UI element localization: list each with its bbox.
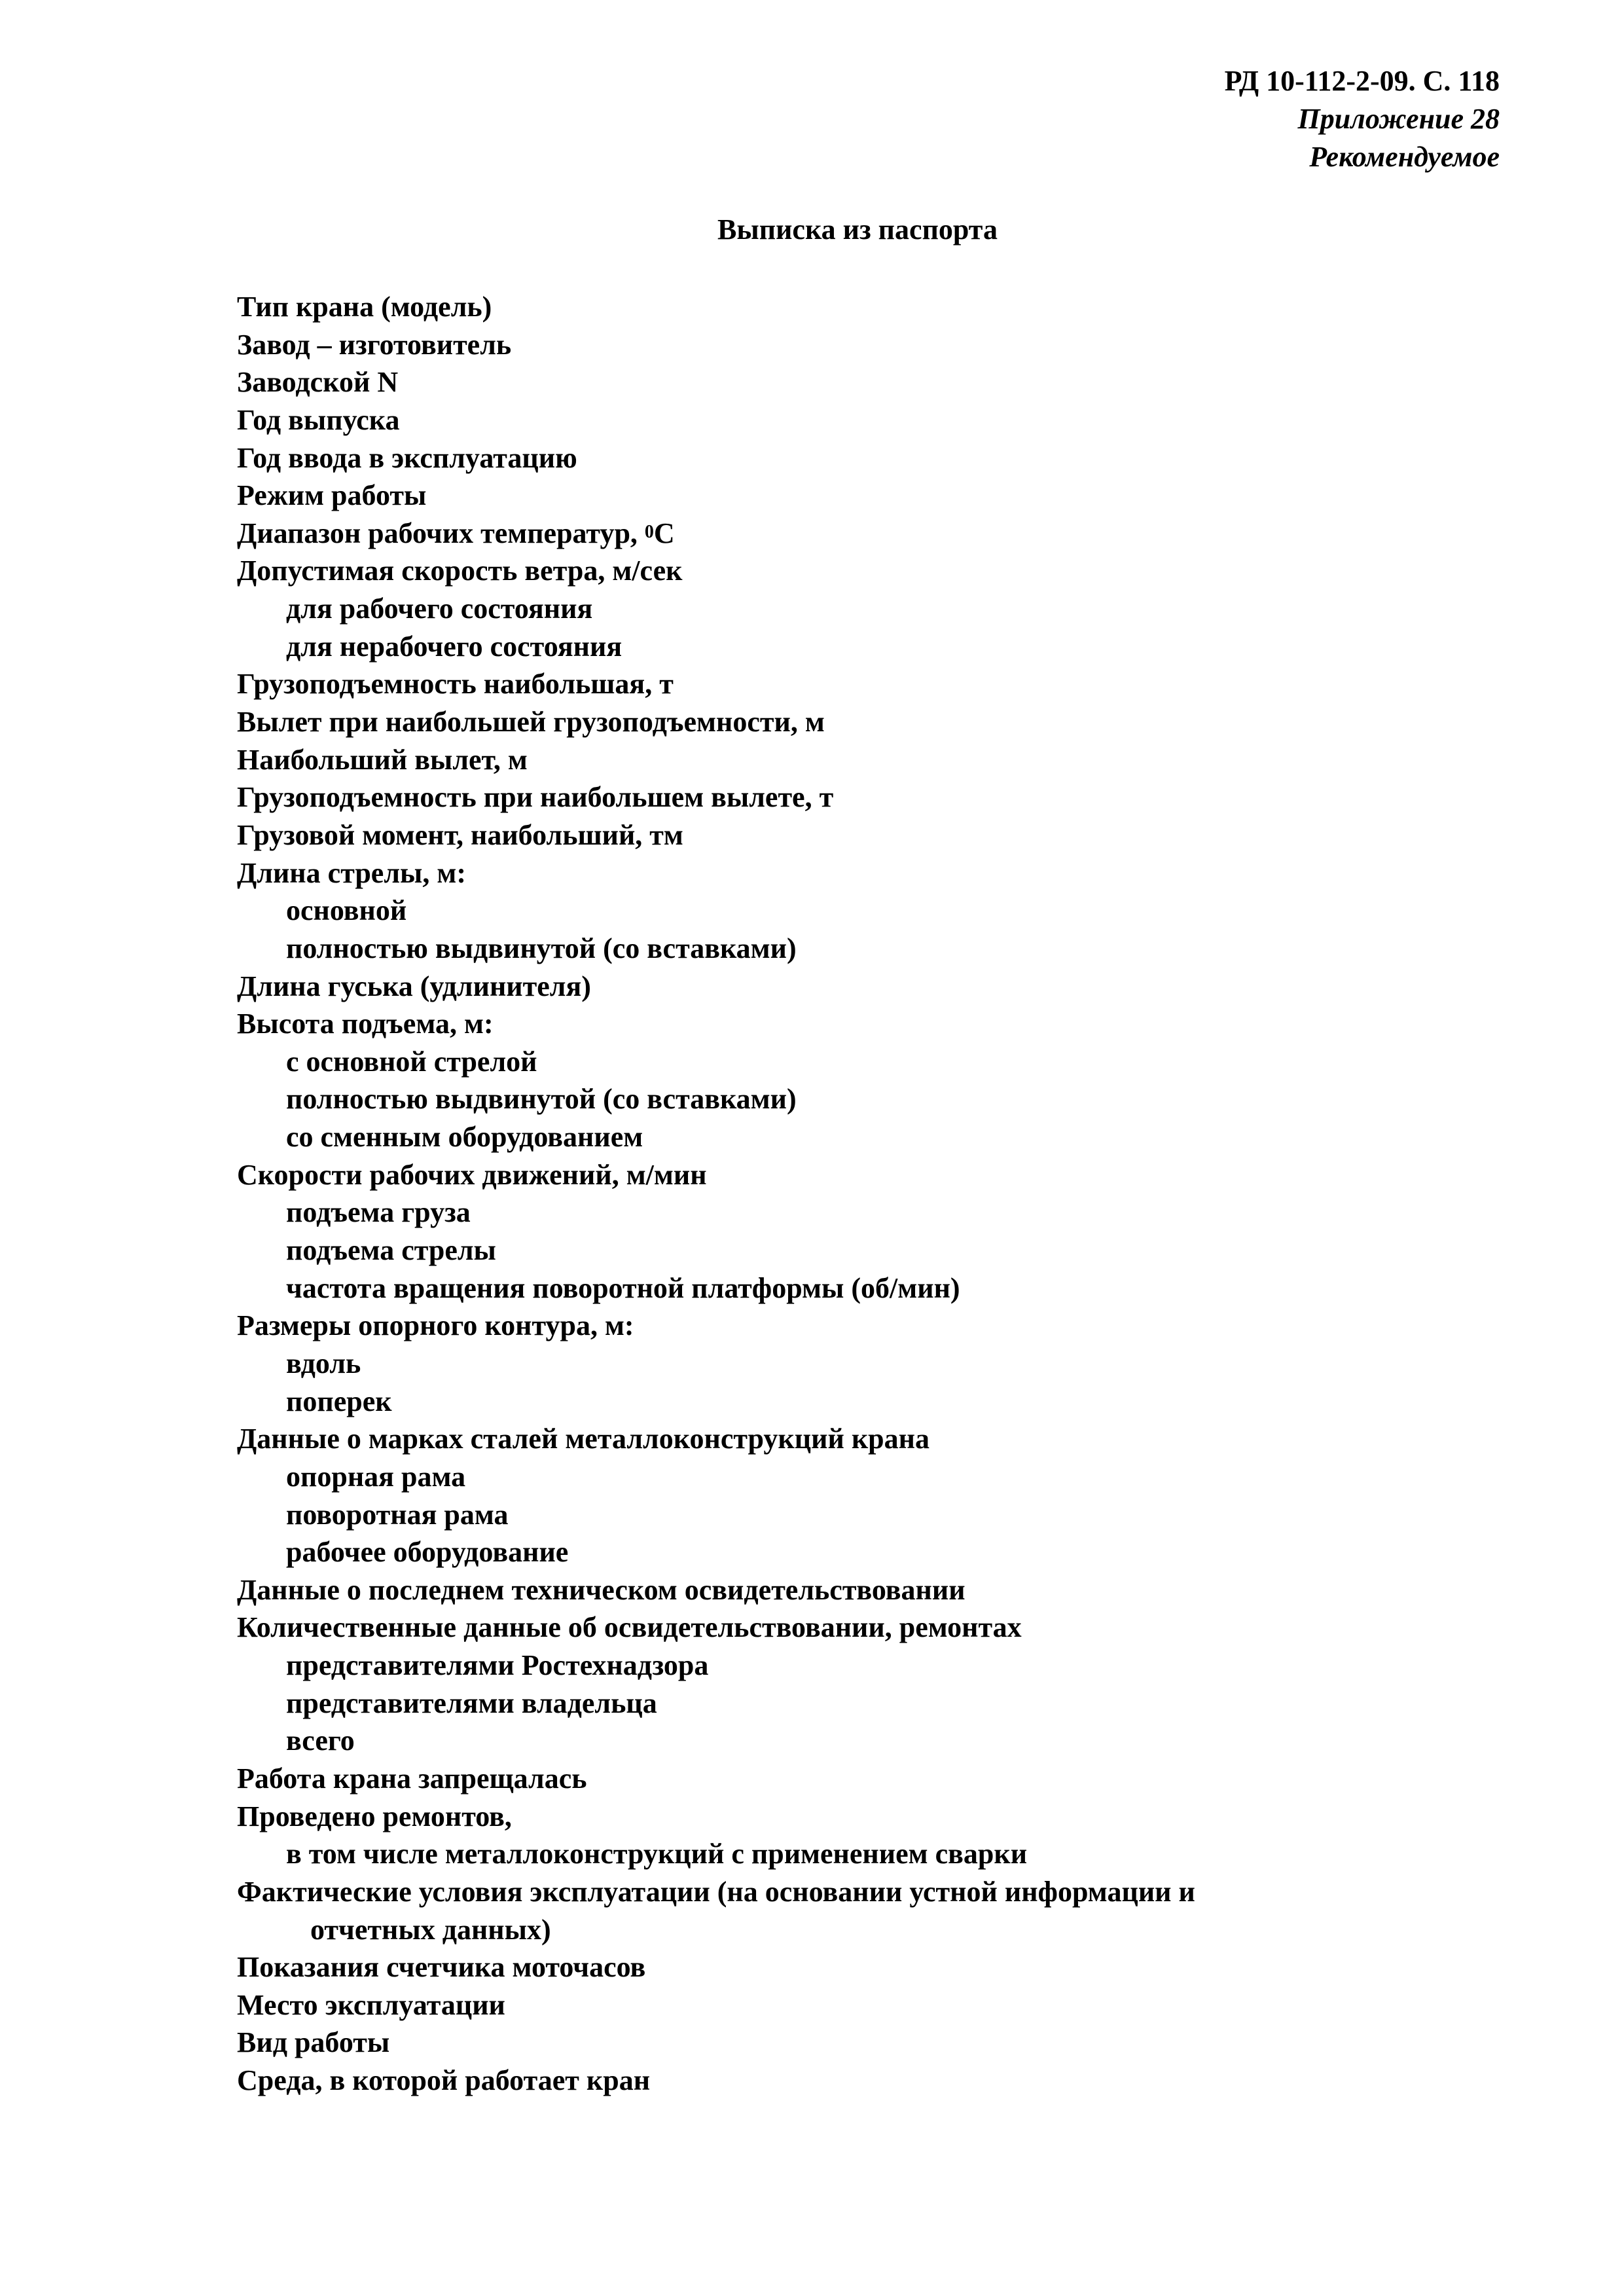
field-label: представителями Ростехнадзора: [286, 1649, 709, 1682]
field-item: [237, 1873, 1481, 1911]
field-label: вдоль: [286, 1347, 361, 1379]
field-item: [237, 665, 1481, 703]
field-label: Диапазон рабочих температур,: [237, 517, 645, 549]
field-label: опорная рама: [286, 1460, 466, 1493]
field-label: Тип крана (модель): [237, 291, 492, 323]
field-label: в том числе металлоконструкций с применением сварки: [286, 1838, 1028, 1870]
field-label: Количественные данные об освидетельствовании, ремонтах: [237, 1611, 1022, 1644]
field-item: [237, 515, 1481, 553]
field-label: Режим работы: [237, 479, 427, 512]
field-label: подъема стрелы: [286, 1234, 496, 1267]
field-label: Длина стрелы, м:: [237, 856, 467, 889]
field-item: [237, 854, 1481, 892]
field-subitem: [237, 930, 1481, 968]
field-label: Скорости рабочих движений, м/мин: [237, 1158, 707, 1191]
field-item: [237, 552, 1481, 590]
field-subitem: [237, 1080, 1481, 1118]
field-label: Наибольший вылет, м: [237, 743, 528, 776]
field-subitem: [237, 628, 1481, 666]
field-label: Завод – изготовитель: [237, 328, 512, 361]
field-label: Вид работы: [237, 2026, 390, 2059]
field-item: [237, 288, 1481, 326]
field-label: для рабочего состояния: [286, 592, 593, 625]
field-label: основной: [286, 894, 407, 927]
field-item: [237, 401, 1481, 439]
field-item: [237, 1571, 1481, 1609]
field-subitem: [237, 590, 1481, 628]
field-item: [237, 968, 1481, 1006]
field-label: для нерабочего состояния: [286, 630, 623, 663]
field-label: частота вращения поворотной платформы (об/мин): [286, 1271, 960, 1304]
field-label: Грузоподъемность наибольшая, т: [237, 668, 674, 701]
field-item: [237, 2062, 1481, 2100]
field-subitem: [237, 1345, 1481, 1383]
field-subitem: [237, 1383, 1481, 1421]
field-label: всего: [286, 1724, 355, 1757]
field-item: [237, 1798, 1481, 1836]
field-item: [237, 477, 1481, 515]
field-label: Год выпуска: [237, 403, 400, 436]
field-label: Высота подъема, м:: [237, 1008, 494, 1040]
document-reference: РД 10-112-2-09. С. 118: [1224, 65, 1500, 97]
field-item: [237, 1420, 1481, 1458]
field-subitem: [237, 1722, 1481, 1760]
field-label: Данные о марках сталей металлоконструкций крана: [237, 1423, 929, 1455]
field-item: [237, 1986, 1481, 2024]
field-label: Показания счетчика моточасов: [237, 1951, 646, 1984]
field-subitem: [237, 1194, 1481, 1231]
field-label: Допустимая скорость ветра, м/сек: [237, 555, 683, 587]
field-subitem: [237, 1269, 1481, 1307]
document-title: Выписка из паспорта: [717, 213, 998, 246]
field-item: [237, 778, 1481, 816]
field-label: рабочее оборудование: [286, 1536, 569, 1569]
field-item: [237, 1005, 1481, 1043]
field-item: [237, 326, 1481, 364]
field-label: Размеры опорного контура, м:: [237, 1309, 634, 1342]
field-item: [237, 1156, 1481, 1194]
field-label: поперек: [286, 1385, 392, 1417]
appendix-number: Приложение 28: [1297, 103, 1500, 135]
field-label: Заводской N: [237, 366, 399, 399]
field-label: Фактические условия эксплуатации (на основании устной информации и: [237, 1875, 1195, 1908]
field-label: Проведено ремонтов,: [237, 1800, 512, 1832]
field-item: [237, 1760, 1481, 1798]
field-label: Работа крана запрещалась: [237, 1762, 587, 1795]
field-subitem: [237, 1533, 1481, 1571]
field-label: со сменным оборудованием: [286, 1121, 643, 1154]
field-label: Год ввода в эксплуатацию: [237, 441, 577, 474]
field-label: полностью выдвинутой (со вставками): [286, 932, 797, 964]
field-item: [237, 816, 1481, 854]
field-label: подъема груза: [286, 1196, 471, 1229]
field-subitem: [237, 1496, 1481, 1534]
field-label: представителями владельца: [286, 1686, 657, 1719]
field-label: полностью выдвинутой (со вставками): [286, 1083, 797, 1116]
unit-label: С: [653, 517, 675, 549]
field-label: с основной стрелой: [286, 1045, 537, 1078]
field-label: Грузовой момент, наибольший, тм: [237, 818, 683, 851]
field-subitem: [237, 1835, 1481, 1873]
field-item: [237, 2024, 1481, 2062]
field-subitem: [237, 1043, 1481, 1081]
page-header: [1225, 62, 1500, 176]
field-subitem: [237, 1685, 1481, 1722]
field-subitem: [237, 1458, 1481, 1496]
field-subitem: [237, 1647, 1481, 1685]
field-item: [237, 1307, 1481, 1345]
field-item: [237, 1609, 1481, 1647]
appendix-status: Рекомендуемое: [1309, 141, 1500, 173]
field-label: Вылет при наибольшей грузоподъемности, м: [237, 706, 825, 738]
passport-field-list: [237, 288, 1481, 2100]
field-label: Грузоподъемность при наибольшем вылете, т: [237, 781, 834, 814]
field-label: Среда, в которой работает кран: [237, 2064, 651, 2097]
field-label: Место эксплуатации: [237, 1988, 505, 2021]
field-subitem: [237, 892, 1481, 930]
field-subitem: [237, 1911, 1481, 1949]
field-label: Длина гуська (удлинителя): [237, 970, 591, 1002]
field-subitem: [237, 1231, 1481, 1269]
field-item: [237, 363, 1481, 401]
field-label: Данные о последнем техническом освидетельствовании: [237, 1573, 965, 1606]
field-label: поворотная рама: [286, 1498, 509, 1531]
field-label: отчетных данных): [310, 1913, 551, 1946]
field-item: [237, 439, 1481, 477]
field-subitem: [237, 1118, 1481, 1156]
degree-superscript: 0: [644, 521, 654, 542]
field-item: [237, 741, 1481, 779]
field-item: [237, 703, 1481, 741]
field-item: [237, 1948, 1481, 1986]
